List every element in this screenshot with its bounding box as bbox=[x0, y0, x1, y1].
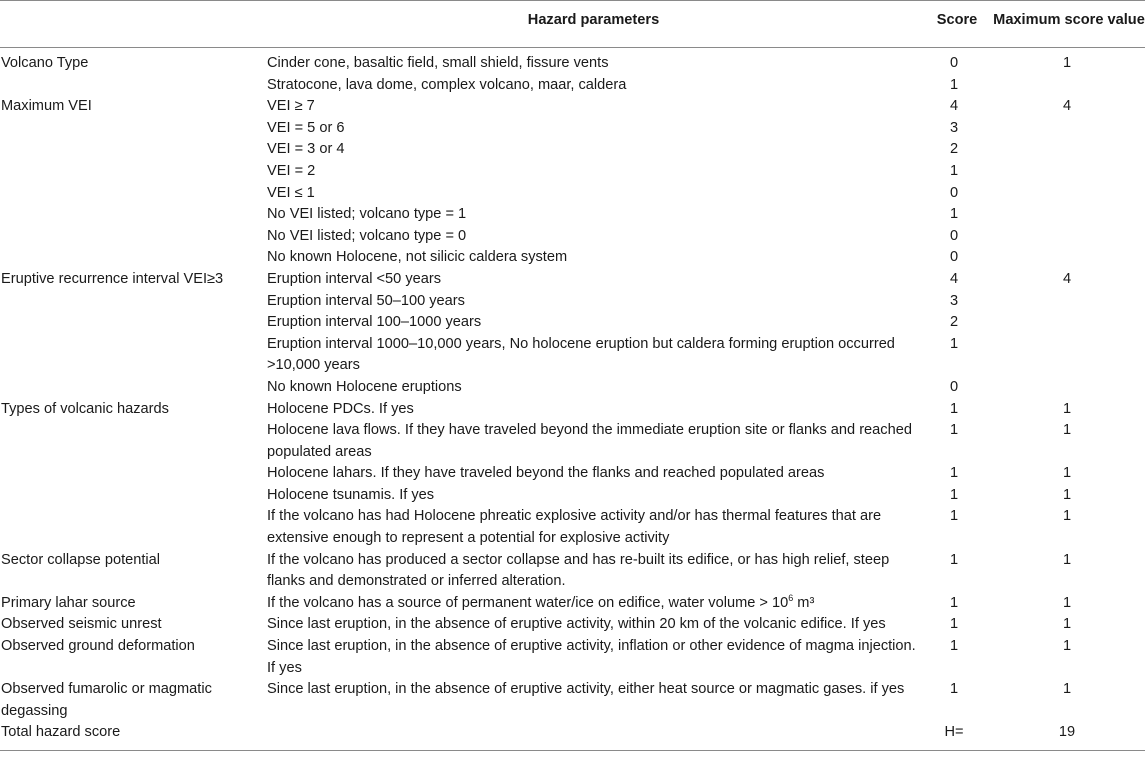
row-parameter: VEI ≤ 1 bbox=[267, 184, 315, 201]
row-category: Eruptive recurrence interval VEI≥3 bbox=[1, 270, 224, 287]
row-parameter: If the volcano has had Holocene phreatic explosive activity and/or has thermal features that are extensive enough to represent a potential for explosive activity bbox=[267, 508, 882, 547]
row-parameter: Holocene tsunamis. If yes bbox=[267, 486, 435, 503]
row-max-score: 1 bbox=[1062, 508, 1072, 525]
row-category bbox=[0, 204, 266, 226]
row-category bbox=[0, 463, 266, 485]
row-category bbox=[0, 506, 266, 549]
row-score: 0 bbox=[949, 249, 959, 266]
header-score: Score bbox=[936, 12, 978, 28]
row-score: 1 bbox=[949, 486, 959, 503]
row-parameter bbox=[266, 593, 921, 615]
table-row bbox=[0, 96, 1145, 118]
row-score: 0 bbox=[949, 55, 959, 71]
row-score: 1 bbox=[949, 162, 959, 179]
row-score: 1 bbox=[949, 594, 959, 611]
row-category: Observed seismic unrest bbox=[1, 616, 162, 633]
row-parameter-text: If the volcano has a source of permanent water/ice on edifice, water volume > 10 bbox=[267, 594, 789, 611]
row-category bbox=[0, 139, 266, 161]
row-max-score bbox=[993, 377, 1145, 399]
table-row bbox=[0, 485, 1145, 507]
row-parameter bbox=[266, 722, 921, 750]
row-parameter: VEI ≥ 7 bbox=[267, 98, 315, 115]
row-max-score: 1 bbox=[1062, 400, 1072, 417]
table-row bbox=[0, 247, 1145, 269]
row-parameter-unit: m³ bbox=[793, 594, 815, 611]
row-category bbox=[0, 118, 266, 140]
table-row bbox=[0, 679, 1145, 722]
table-row bbox=[0, 75, 1145, 97]
row-category bbox=[0, 75, 266, 97]
table-row bbox=[0, 269, 1145, 291]
row-parameter: No VEI listed; volcano type = 1 bbox=[267, 206, 467, 223]
row-parameter: VEI = 5 or 6 bbox=[267, 119, 345, 136]
row-max-score: 4 bbox=[1062, 270, 1072, 287]
row-score: 1 bbox=[949, 465, 959, 482]
row-score: 1 bbox=[949, 551, 959, 568]
row-score: H= bbox=[944, 724, 964, 741]
row-category: Primary lahar source bbox=[1, 594, 136, 611]
row-parameter: Since last eruption, in the absence of eruptive activity, inflation or other evidence of magma injection. If yes bbox=[267, 638, 916, 676]
row-parameter: VEI = 2 bbox=[267, 162, 316, 179]
table-row bbox=[0, 161, 1145, 183]
row-max-score: 1 bbox=[1062, 594, 1072, 611]
row-category bbox=[0, 485, 266, 507]
row-category: Observed ground deformation bbox=[1, 638, 195, 655]
row-category bbox=[0, 420, 266, 463]
row-category bbox=[0, 377, 266, 399]
row-score: 1 bbox=[949, 206, 959, 223]
row-parameter: Eruption interval <50 years bbox=[267, 270, 442, 287]
row-parameter: Holocene lava flows. If they have traveled beyond the immediate eruption site or flanks and reached populated areas bbox=[267, 422, 912, 460]
row-category bbox=[0, 183, 266, 205]
row-parameter: No VEI listed; volcano type = 0 bbox=[267, 227, 467, 244]
table-row bbox=[0, 204, 1145, 226]
row-max-score: 1 bbox=[1062, 486, 1072, 503]
row-max-score bbox=[993, 247, 1145, 269]
table-row bbox=[0, 226, 1145, 248]
row-score: 0 bbox=[949, 184, 959, 201]
table-row bbox=[0, 377, 1145, 399]
row-category: Total hazard score bbox=[1, 724, 121, 741]
table-row bbox=[0, 312, 1145, 334]
row-score: 1 bbox=[949, 616, 959, 633]
row-score: 1 bbox=[949, 400, 959, 417]
table-row bbox=[0, 550, 1145, 593]
row-max-score: 1 bbox=[1062, 681, 1072, 698]
row-category bbox=[0, 226, 266, 248]
row-max-score: 1 bbox=[1062, 422, 1072, 439]
row-category: Observed fumarolic or magmatic degassing bbox=[1, 681, 212, 719]
row-score: 1 bbox=[949, 638, 959, 655]
row-max-score bbox=[993, 139, 1145, 161]
row-parameter-superscript: 6 bbox=[788, 592, 794, 603]
row-max-score bbox=[993, 312, 1145, 334]
row-score: 1 bbox=[949, 335, 959, 352]
row-score: 0 bbox=[949, 378, 959, 395]
row-score: 3 bbox=[949, 292, 959, 309]
header-max-score: Maximum score value bbox=[993, 12, 1145, 28]
row-score: 2 bbox=[949, 141, 959, 158]
table-row bbox=[0, 636, 1145, 679]
row-category: Sector collapse potential bbox=[1, 551, 161, 568]
header-hazard-parameters: Hazard parameters bbox=[527, 12, 660, 28]
row-max-score bbox=[993, 75, 1145, 97]
row-category bbox=[0, 161, 266, 183]
row-parameter: Since last eruption, in the absence of eruptive activity, within 20 km of the volcanic edifice. If yes bbox=[267, 616, 886, 633]
table-row bbox=[0, 420, 1145, 463]
row-max-score bbox=[993, 183, 1145, 205]
row-parameter: If the volcano has produced a sector collapse and has re-built its edifice, or has high relief, steep flanks and demonstrated or inferred alteration. bbox=[267, 551, 890, 590]
row-parameter: VEI = 3 or 4 bbox=[267, 141, 345, 158]
table-row bbox=[0, 506, 1145, 549]
table-row bbox=[0, 183, 1145, 205]
table-row bbox=[0, 614, 1145, 636]
row-parameter: Cinder cone, basaltic field, small shield, fissure vents bbox=[267, 55, 609, 71]
table-row bbox=[0, 291, 1145, 313]
row-category: Volcano Type bbox=[1, 55, 89, 71]
table-header-row bbox=[0, 1, 1145, 48]
table-row bbox=[0, 334, 1145, 377]
header-category bbox=[0, 1, 266, 48]
row-parameter: Eruption interval 50–100 years bbox=[267, 292, 465, 309]
row-score: 1 bbox=[949, 508, 959, 525]
row-score: 4 bbox=[949, 270, 959, 287]
table-row bbox=[0, 593, 1145, 615]
row-parameter: Holocene PDCs. If yes bbox=[267, 400, 414, 417]
row-max-score: 4 bbox=[1062, 98, 1072, 115]
row-max-score: 1 bbox=[1062, 551, 1072, 568]
row-category: Maximum VEI bbox=[1, 98, 92, 115]
row-score: 0 bbox=[949, 227, 959, 244]
row-max-score: 1 bbox=[1062, 616, 1072, 633]
row-score: 1 bbox=[949, 681, 959, 698]
row-max-score bbox=[993, 118, 1145, 140]
row-parameter: No known Holocene eruptions bbox=[267, 378, 462, 395]
table-row bbox=[0, 48, 1145, 75]
row-parameter: Holocene lahars. If they have traveled beyond the flanks and reached populated areas bbox=[267, 465, 825, 482]
row-max-score bbox=[993, 161, 1145, 183]
row-max-score: 1 bbox=[1062, 55, 1072, 71]
table-row bbox=[0, 118, 1145, 140]
row-max-score bbox=[993, 204, 1145, 226]
row-max-score bbox=[993, 334, 1145, 377]
row-category bbox=[0, 334, 266, 377]
row-parameter: Eruption interval 100–1000 years bbox=[267, 314, 482, 331]
row-max-score: 19 bbox=[1058, 724, 1076, 741]
row-max-score: 1 bbox=[1062, 638, 1072, 655]
row-parameter: Eruption interval 1000–10,000 years, No holocene eruption but caldera forming eruption occurred >10,000 years bbox=[267, 335, 895, 374]
row-category bbox=[0, 291, 266, 313]
row-score: 3 bbox=[949, 119, 959, 136]
table-row bbox=[0, 463, 1145, 485]
row-parameter: Since last eruption, in the absence of eruptive activity, either heat source or magmatic gases. if yes bbox=[267, 681, 905, 698]
table-row bbox=[0, 139, 1145, 161]
row-parameter: Stratocone, lava dome, complex volcano, maar, caldera bbox=[267, 76, 627, 93]
row-score: 4 bbox=[949, 98, 959, 115]
row-score: 1 bbox=[949, 422, 959, 439]
row-max-score bbox=[993, 226, 1145, 248]
row-score: 1 bbox=[949, 76, 959, 93]
row-max-score bbox=[993, 291, 1145, 313]
row-category bbox=[0, 312, 266, 334]
row-score: 2 bbox=[949, 314, 959, 331]
row-parameter: No known Holocene, not silicic caldera system bbox=[267, 249, 568, 266]
table-row bbox=[0, 399, 1145, 421]
row-category: Types of volcanic hazards bbox=[1, 400, 169, 417]
row-max-score: 1 bbox=[1062, 465, 1072, 482]
row-category bbox=[0, 247, 266, 269]
table-row bbox=[0, 722, 1145, 750]
